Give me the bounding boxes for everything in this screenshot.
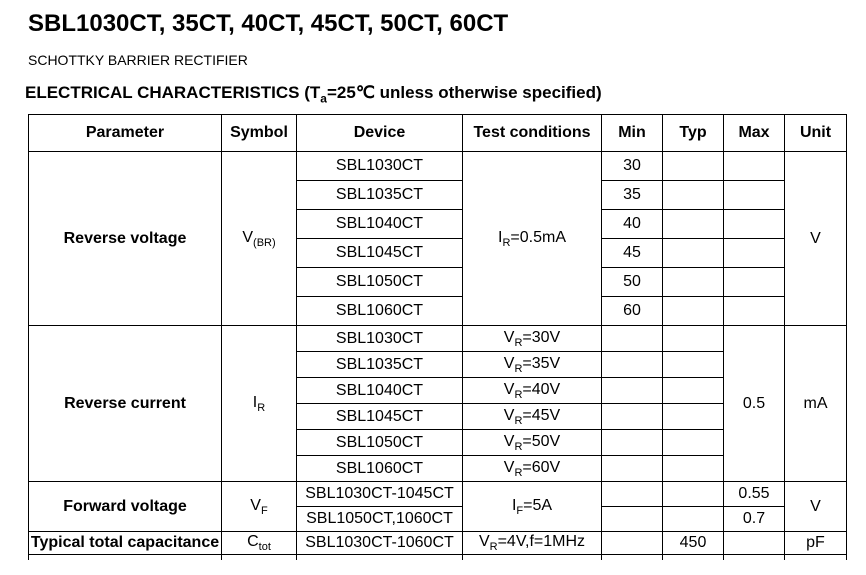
typ-cell bbox=[663, 482, 724, 507]
min-cell bbox=[602, 532, 663, 555]
typ-cell bbox=[663, 326, 724, 352]
device-cell: SBL1035CT bbox=[297, 181, 463, 210]
stub-cell bbox=[724, 555, 785, 560]
table-row bbox=[29, 482, 847, 507]
device-cell: SBL1050CT,1060CT bbox=[297, 507, 463, 532]
min-cell: 45 bbox=[602, 239, 663, 268]
max-cell bbox=[724, 297, 785, 326]
device-cell: SBL1030CT bbox=[297, 152, 463, 181]
symbol-base: V bbox=[242, 228, 254, 246]
max-cell bbox=[724, 181, 785, 210]
tc-pre: I bbox=[498, 228, 503, 246]
tc-pre: V bbox=[503, 380, 515, 398]
max-cell bbox=[724, 210, 785, 239]
max-cell: 0.55 bbox=[724, 482, 785, 507]
cutoff-row-stub bbox=[29, 555, 847, 560]
device-cell: SBL1030CT-1045CT bbox=[297, 482, 463, 507]
tc-post: =45V bbox=[522, 406, 561, 424]
min-cell bbox=[602, 430, 663, 456]
min-cell: 50 bbox=[602, 268, 663, 297]
symbol-cell bbox=[222, 152, 297, 326]
col-header-min: Min bbox=[602, 115, 663, 152]
typ-cell bbox=[663, 210, 724, 239]
heading-sub: a bbox=[320, 91, 327, 106]
device-cell: SBL1060CT bbox=[297, 297, 463, 326]
min-cell: 30 bbox=[602, 152, 663, 181]
page-title: SBL1030CT, 35CT, 40CT, 45CT, 50CT, 60CT bbox=[28, 10, 509, 37]
typ-cell bbox=[663, 404, 724, 430]
tc-subscript: R bbox=[514, 388, 523, 401]
typ-cell bbox=[663, 152, 724, 181]
col-header-test-conditions: Test conditions bbox=[463, 115, 602, 152]
col-header-max: Max bbox=[724, 115, 785, 152]
table-row bbox=[29, 326, 847, 352]
max-cell bbox=[724, 268, 785, 297]
device-cell: SBL1060CT bbox=[297, 456, 463, 482]
parameter-cell: Reverse current bbox=[29, 326, 222, 482]
device-cell: SBL1030CT bbox=[297, 326, 463, 352]
typ-cell bbox=[663, 378, 724, 404]
typ-cell bbox=[663, 239, 724, 268]
typ-cell bbox=[663, 352, 724, 378]
page-subtitle: SCHOTTKY BARRIER RECTIFIER bbox=[28, 52, 248, 68]
heading-pre: ELECTRICAL CHARACTERISTICS (T bbox=[25, 83, 321, 102]
col-header-typ: Typ bbox=[663, 115, 724, 152]
symbol-subscript: F bbox=[260, 504, 268, 517]
symbol-subscript: (BR) bbox=[253, 236, 276, 249]
tc-subscript: F bbox=[516, 504, 524, 517]
test-condition-cell bbox=[463, 152, 602, 326]
device-cell: SBL1040CT bbox=[297, 378, 463, 404]
typ-cell: 450 bbox=[663, 532, 724, 555]
max-cell: 0.7 bbox=[724, 507, 785, 532]
tc-subscript: R bbox=[514, 440, 523, 453]
tc-subscript: R bbox=[489, 541, 498, 554]
stub-cell bbox=[463, 555, 602, 560]
typ-cell bbox=[663, 268, 724, 297]
typ-cell bbox=[663, 297, 724, 326]
tc-subscript: R bbox=[514, 336, 523, 349]
electrical-characteristics-table bbox=[28, 114, 847, 560]
max-cell: 0.5 bbox=[724, 326, 785, 482]
tc-post: =0.5mA bbox=[510, 228, 566, 246]
tc-subscript: R bbox=[502, 236, 511, 249]
max-cell bbox=[724, 239, 785, 268]
symbol-cell bbox=[222, 326, 297, 482]
min-cell bbox=[602, 404, 663, 430]
min-cell: 60 bbox=[602, 297, 663, 326]
tc-subscript: R bbox=[514, 362, 523, 375]
header-row bbox=[29, 115, 847, 152]
device-cell: SBL1030CT-1060CT bbox=[297, 532, 463, 555]
symbol-cell bbox=[222, 532, 297, 555]
test-condition-cell bbox=[463, 532, 602, 555]
min-cell bbox=[602, 507, 663, 532]
table-row bbox=[29, 152, 847, 181]
device-cell: SBL1045CT bbox=[297, 404, 463, 430]
test-condition-cell bbox=[463, 352, 602, 378]
symbol-subscript: tot bbox=[258, 541, 271, 554]
tc-subscript: R bbox=[514, 466, 523, 479]
symbol-base: V bbox=[250, 496, 261, 514]
section-heading bbox=[25, 84, 848, 107]
device-cell: SBL1050CT bbox=[297, 430, 463, 456]
tc-post: =50V bbox=[522, 432, 561, 450]
col-header-device: Device bbox=[297, 115, 463, 152]
typ-cell bbox=[663, 430, 724, 456]
stub-cell bbox=[29, 555, 222, 560]
col-header-symbol: Symbol bbox=[222, 115, 297, 152]
test-condition-cell bbox=[463, 326, 602, 352]
parameter-cell: Reverse voltage bbox=[29, 152, 222, 326]
parameter-cell: Forward voltage bbox=[29, 482, 222, 532]
tc-pre: V bbox=[503, 406, 515, 424]
tc-post: =5A bbox=[523, 496, 553, 514]
typ-cell bbox=[663, 181, 724, 210]
table-row bbox=[29, 532, 847, 555]
tc-pre: V bbox=[503, 432, 515, 450]
test-condition-cell bbox=[463, 378, 602, 404]
stub-cell bbox=[222, 555, 297, 560]
tc-post: =35V bbox=[522, 354, 561, 372]
symbol-base: I bbox=[252, 393, 258, 411]
symbol-cell bbox=[222, 482, 297, 532]
col-header-parameter: Parameter bbox=[29, 115, 222, 152]
stub-cell bbox=[297, 555, 463, 560]
tc-post: =4V,f=1MHz bbox=[497, 533, 586, 551]
test-condition-cell bbox=[463, 482, 602, 532]
page-content bbox=[25, 10, 848, 560]
stub-cell bbox=[602, 555, 663, 560]
min-cell bbox=[602, 378, 663, 404]
typ-cell bbox=[663, 456, 724, 482]
tc-pre: V bbox=[503, 458, 515, 476]
min-cell bbox=[602, 456, 663, 482]
heading-post: =25℃ unless otherwise specified) bbox=[326, 83, 602, 102]
unit-cell: pF bbox=[785, 532, 847, 555]
tc-pre: I bbox=[511, 496, 517, 514]
tc-pre: V bbox=[478, 533, 490, 551]
device-cell: SBL1040CT bbox=[297, 210, 463, 239]
tc-pre: V bbox=[503, 354, 515, 372]
typ-cell bbox=[663, 507, 724, 532]
tc-post: =40V bbox=[522, 380, 561, 398]
device-cell: SBL1035CT bbox=[297, 352, 463, 378]
test-condition-cell bbox=[463, 456, 602, 482]
max-cell bbox=[724, 532, 785, 555]
tc-pre: V bbox=[503, 328, 515, 346]
min-cell: 40 bbox=[602, 210, 663, 239]
col-header-unit: Unit bbox=[785, 115, 847, 152]
max-cell bbox=[724, 152, 785, 181]
test-condition-cell bbox=[463, 430, 602, 456]
symbol-base: C bbox=[247, 533, 259, 551]
parameter-cell: Typical total capacitance bbox=[29, 532, 222, 555]
min-cell bbox=[602, 326, 663, 352]
min-cell bbox=[602, 482, 663, 507]
stub-cell bbox=[663, 555, 724, 560]
tc-post: =30V bbox=[522, 328, 561, 346]
min-cell: 35 bbox=[602, 181, 663, 210]
stub-cell bbox=[785, 555, 847, 560]
unit-cell: V bbox=[785, 482, 847, 532]
unit-cell: mA bbox=[785, 326, 847, 482]
symbol-subscript: R bbox=[257, 401, 266, 414]
device-cell: SBL1050CT bbox=[297, 268, 463, 297]
min-cell bbox=[602, 352, 663, 378]
unit-cell: V bbox=[785, 152, 847, 326]
tc-subscript: R bbox=[514, 414, 523, 427]
test-condition-cell bbox=[463, 404, 602, 430]
device-cell: SBL1045CT bbox=[297, 239, 463, 268]
tc-post: =60V bbox=[522, 458, 561, 476]
